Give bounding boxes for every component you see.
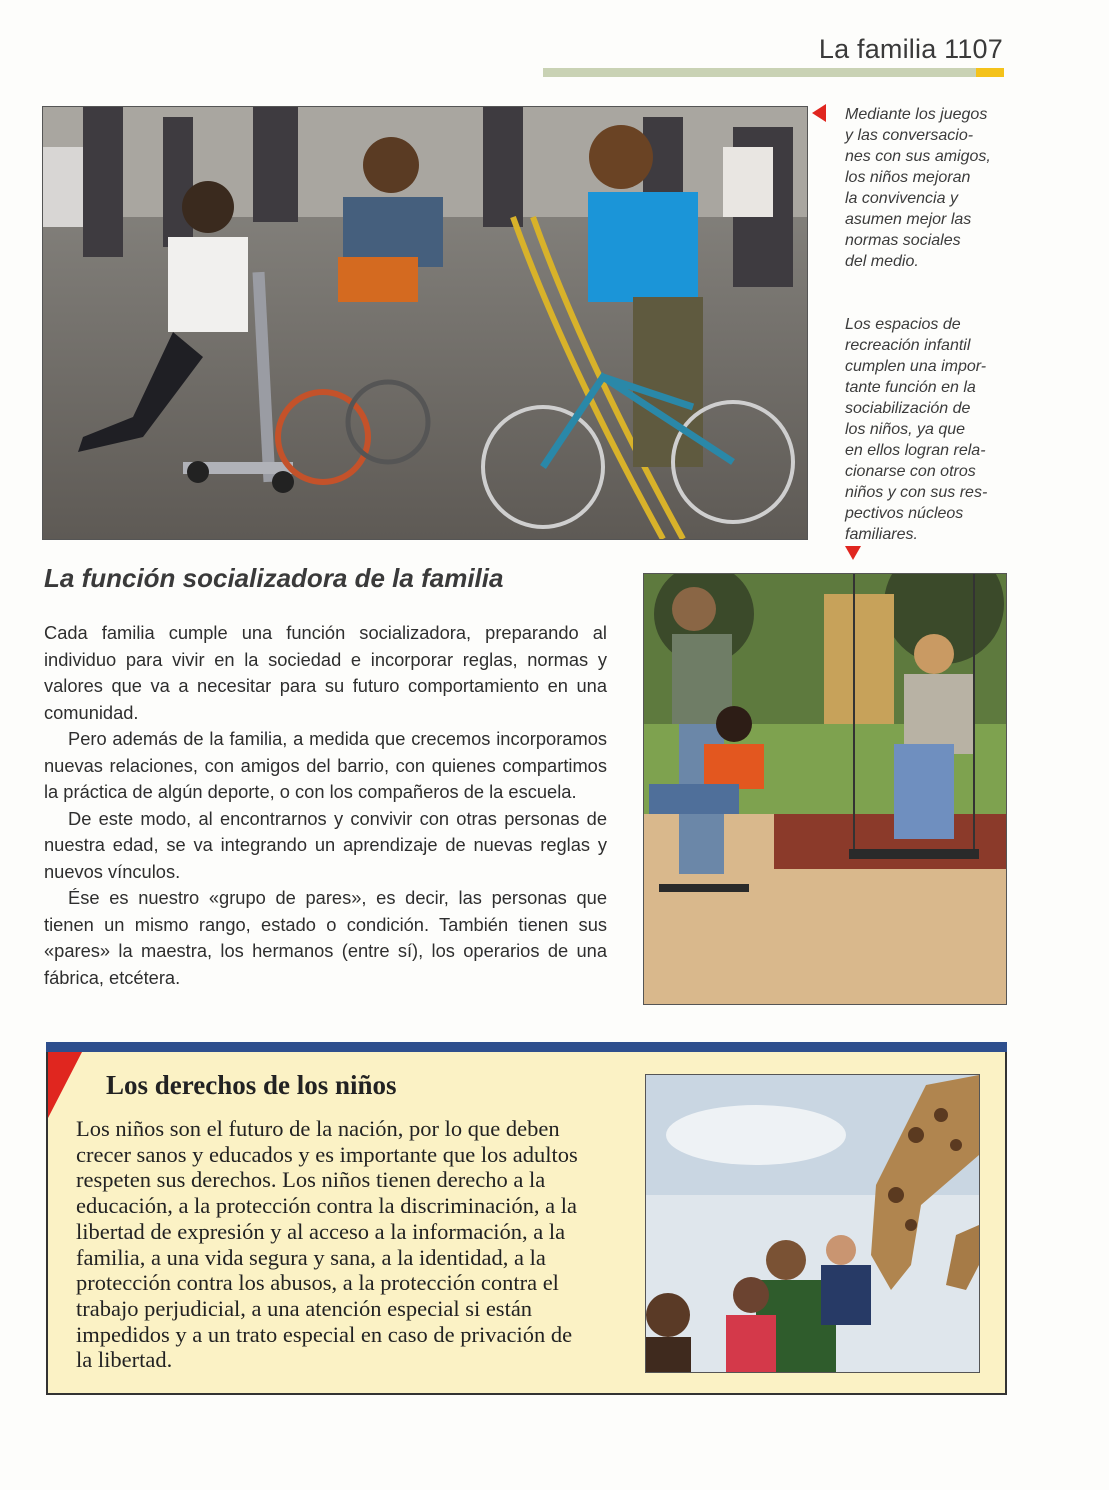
article-paragraph: Pero además de la familia, a medida que crecemos incorporamos nuevas relaciones, con amigos del barrio, con quienes compartimos la práctica de algún deporte, o con los compañeros de la escuela. — [44, 728, 607, 802]
caption-top: Mediante los juegos y las conversacio- nes con sus amigos, los niños mejoran la convivencia y asumen mejor las normas sociales del medio. — [845, 106, 991, 270]
article-paragraph: De este modo, al encontrarnos y convivir con otras personas de nuestra edad, se va integrando un aprendizaje de nuevas reglas y nuevos vínculos. — [44, 807, 607, 882]
section-heading: La función socializadora de la familia — [44, 563, 504, 593]
rights-box-title: Los derechos de los niños — [106, 1070, 397, 1100]
photo-children-bikes — [42, 106, 808, 540]
rights-box-topbar — [46, 1042, 1007, 1052]
section-title: La familia — [818, 34, 937, 64]
rights-box-text: Los niños son el futuro de la nación, por lo que deben crecer sanos y educados y es importante que los adultos respeten sus derechos. Los niños tienen derecho a la educación, a la protección contra la discriminación, a la libertad de expresión y al acceso a la información, a la familia, a una vida segura y sana, a la identidad, a la protección contra los abusos, a la protección contra el trabajo perjudicial, a una atención especial si están impedidos y a un trato especial en caso de privación de la libertad. — [76, 1116, 578, 1373]
running-head — [819, 34, 1003, 65]
rights-box — [46, 1042, 1007, 1395]
article-body — [44, 620, 607, 991]
rights-box-corner — [48, 1052, 82, 1118]
article-paragraph: Cada familia cumple una función socializadora, preparando al individuo para vivir en la sociedad e incorporar reglas, normas y valores que va a necesitar para su futuro comportamiento en una comunidad. — [44, 622, 607, 723]
header-rule — [543, 68, 1004, 77]
caption-pointer-down-icon — [845, 546, 861, 560]
page-number: 1107 — [944, 34, 1003, 64]
caption-bottom: Los espacios de recreación infantil cumplen una impor- tante función en la sociabilización de los niños, ya que en ellos logran rela- cionarse con otros niños y con sus res- pectivos núcleos familiares. — [845, 316, 988, 543]
caption-pointer-left-icon — [812, 104, 826, 122]
photo-swings-playground — [643, 573, 1007, 1005]
article-paragraph: Ése es nuestro «grupo de pares», es decir, las personas que tienen un mismo rango, estado o condición. También tienen sus «pares» la maestra, los hermanos (entre sí), los operarios de una fábrica, etcétera. — [44, 887, 607, 988]
photo-family-giraffe — [645, 1074, 980, 1373]
